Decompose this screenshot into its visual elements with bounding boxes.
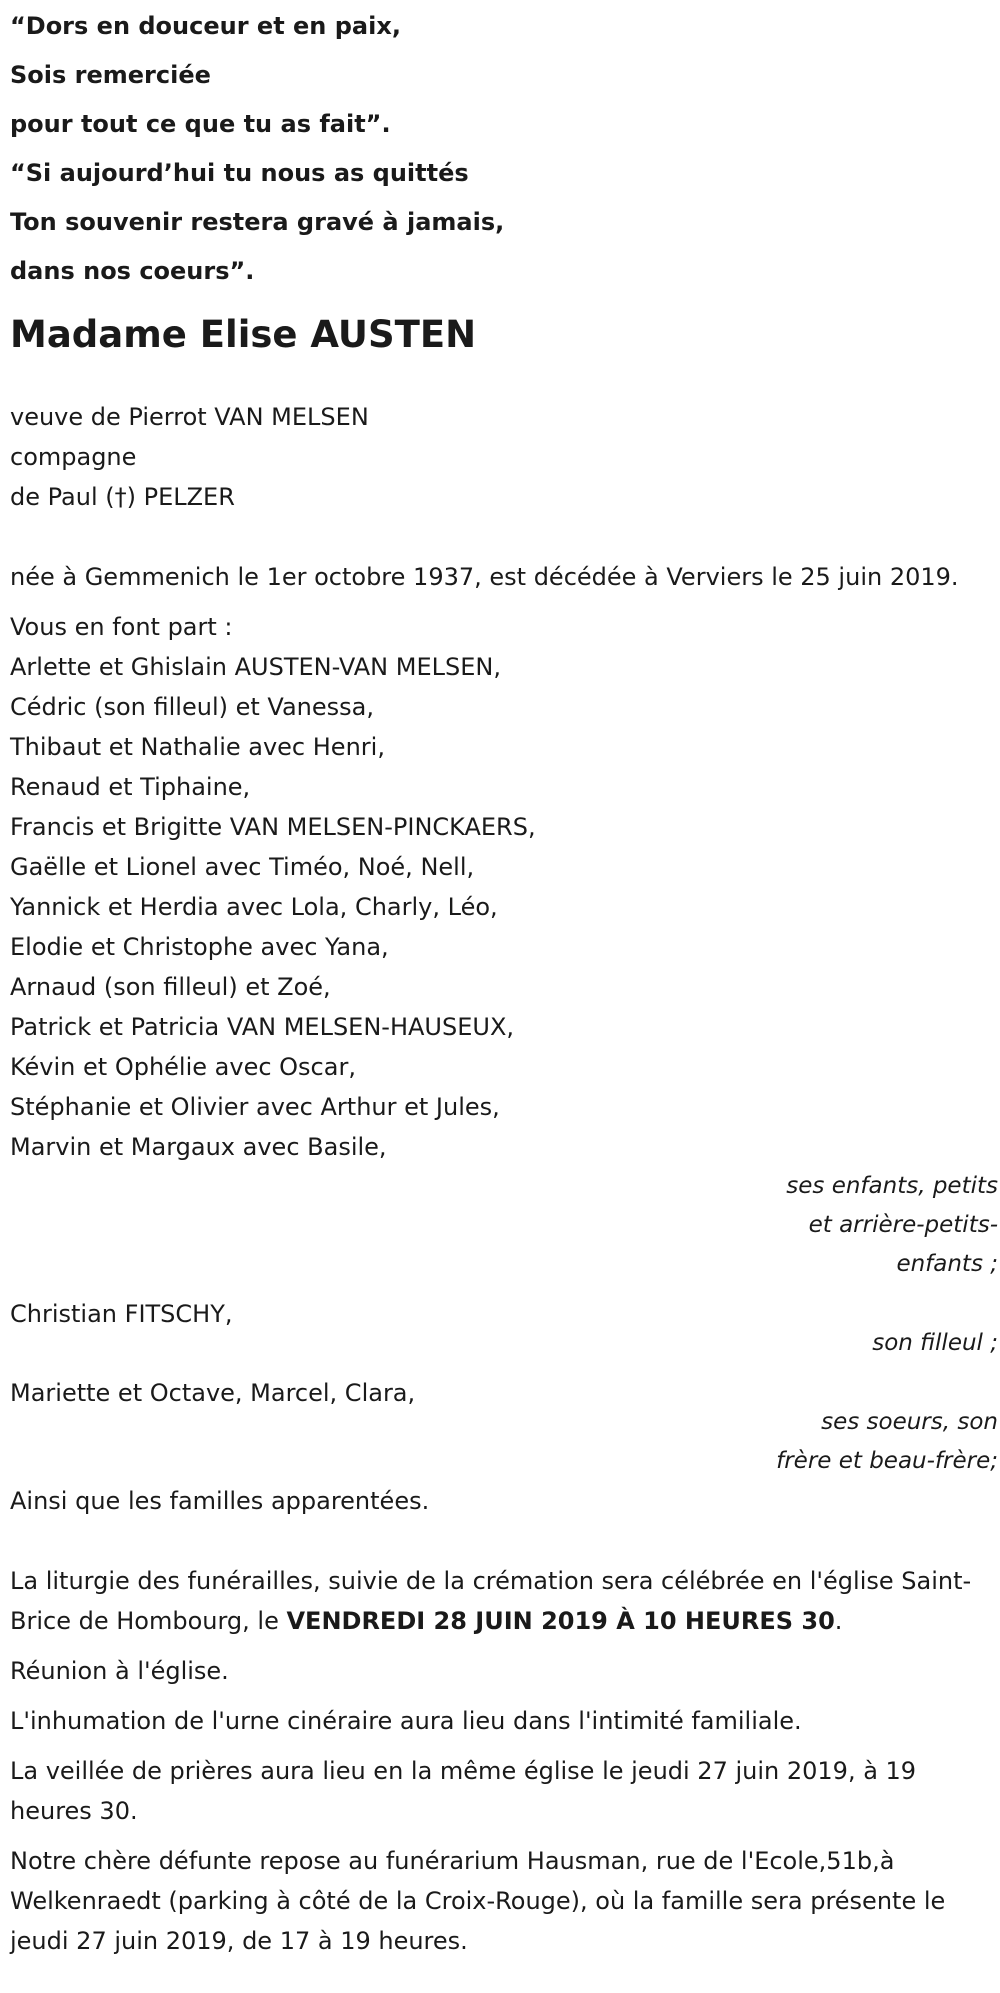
birth-death-info: née à Gemmenich le 1er octobre 1937, est décédée à Verviers le 25 juin 2019. bbox=[10, 563, 959, 591]
relation-companion: compagne bbox=[10, 443, 137, 471]
burial-info: L'inhumation de l'urne cinéraire aura lieu dans l'intimité familiale. bbox=[10, 1707, 802, 1735]
family-line: Elodie et Christophe avec Yana, bbox=[10, 933, 389, 961]
vigil-info: La veillée de prières aura lieu en la même église le jeudi 27 juin 2019, à 19 heures 30. bbox=[10, 1757, 917, 1825]
funeral-home-info: Notre chère défunte repose au funérarium Hausman, rue de l'Ecole,51b,à Welkenraedt (parking à côté de la Croix-Rouge), où la famille sera présente le jeudi 27 juin 2019, de 17 à 19 heures. bbox=[10, 1847, 946, 1955]
poem-line: “Dors en douceur et en paix, bbox=[10, 12, 401, 40]
ceremony-info bbox=[10, 1561, 985, 1641]
family-line: Arlette et Ghislain AUSTEN-VAN MELSEN, bbox=[10, 653, 501, 681]
poem-line: pour tout ce que tu as fait”. bbox=[10, 110, 391, 138]
poem-line: dans nos coeurs”. bbox=[10, 257, 255, 285]
partner-prefix: de Paul ( bbox=[10, 483, 115, 511]
family-line: Thibaut et Nathalie avec Henri, bbox=[10, 733, 385, 761]
family-line: Cédric (son filleul) et Vanessa, bbox=[10, 693, 374, 721]
cross-icon: † bbox=[114, 483, 127, 511]
family-line: Francis et Brigitte VAN MELSEN-PINCKAERS, bbox=[10, 813, 536, 841]
family-line: Stéphanie et Olivier avec Arthur et Jules, bbox=[10, 1093, 500, 1121]
relation-partner bbox=[10, 477, 985, 517]
siblings-role bbox=[10, 1403, 998, 1481]
family-line: Kévin et Ophélie avec Oscar, bbox=[10, 1053, 356, 1081]
role-line: frère et beau-frère; bbox=[776, 1448, 998, 1474]
family-line: Gaëlle et Lionel avec Timéo, Noé, Nell, bbox=[10, 853, 475, 881]
ceremony-date: VENDREDI 28 JUIN 2019 À 10 HEURES 30 bbox=[286, 1607, 835, 1635]
partner-suffix: ) PELZER bbox=[126, 483, 235, 511]
family-line: Yannick et Herdia avec Lola, Charly, Léo, bbox=[10, 893, 498, 921]
deceased-name: Madame Elise AUSTEN bbox=[10, 313, 477, 356]
role-line: ses soeurs, son bbox=[821, 1409, 998, 1435]
godson: Christian FITSCHY, bbox=[10, 1300, 233, 1328]
godson-role: son filleul ; bbox=[872, 1330, 998, 1356]
announcers-intro: Vous en font part : bbox=[10, 613, 233, 641]
relation-widow: veuve de Pierrot VAN MELSEN bbox=[10, 403, 369, 431]
poem-line: Sois remerciée bbox=[10, 61, 211, 89]
family-line: Arnaud (son filleul) et Zoé, bbox=[10, 973, 331, 1001]
family-line: Patrick et Patricia VAN MELSEN-HAUSEUX, bbox=[10, 1013, 515, 1041]
ceremony-end: . bbox=[834, 1607, 843, 1635]
family-line: Marvin et Margaux avec Basile, bbox=[10, 1133, 387, 1161]
role-line: enfants ; bbox=[896, 1251, 998, 1277]
family-line: Renaud et Tiphaine, bbox=[10, 773, 251, 801]
related-families: Ainsi que les familles apparentées. bbox=[10, 1487, 430, 1515]
poem-line: Ton souvenir restera gravé à jamais, bbox=[10, 208, 505, 236]
children-role bbox=[10, 1167, 998, 1284]
siblings: Mariette et Octave, Marcel, Clara, bbox=[10, 1379, 416, 1407]
role-line: et arrière-petits- bbox=[808, 1212, 998, 1238]
ceremony-text: La liturgie des funérailles, suivie de la crémation sera célébrée en l'église Saint-Brice de Hombourg, le bbox=[10, 1567, 972, 1635]
relations bbox=[10, 397, 985, 517]
role-line: ses enfants, petits bbox=[786, 1173, 998, 1199]
obituary-notice bbox=[10, 0, 998, 1961]
announcers-list bbox=[10, 607, 985, 1167]
memorial-poem bbox=[10, 0, 985, 296]
poem-line: “Si aujourd’hui tu nous as quittés bbox=[10, 159, 469, 187]
meeting-info: Réunion à l'église. bbox=[10, 1657, 229, 1685]
